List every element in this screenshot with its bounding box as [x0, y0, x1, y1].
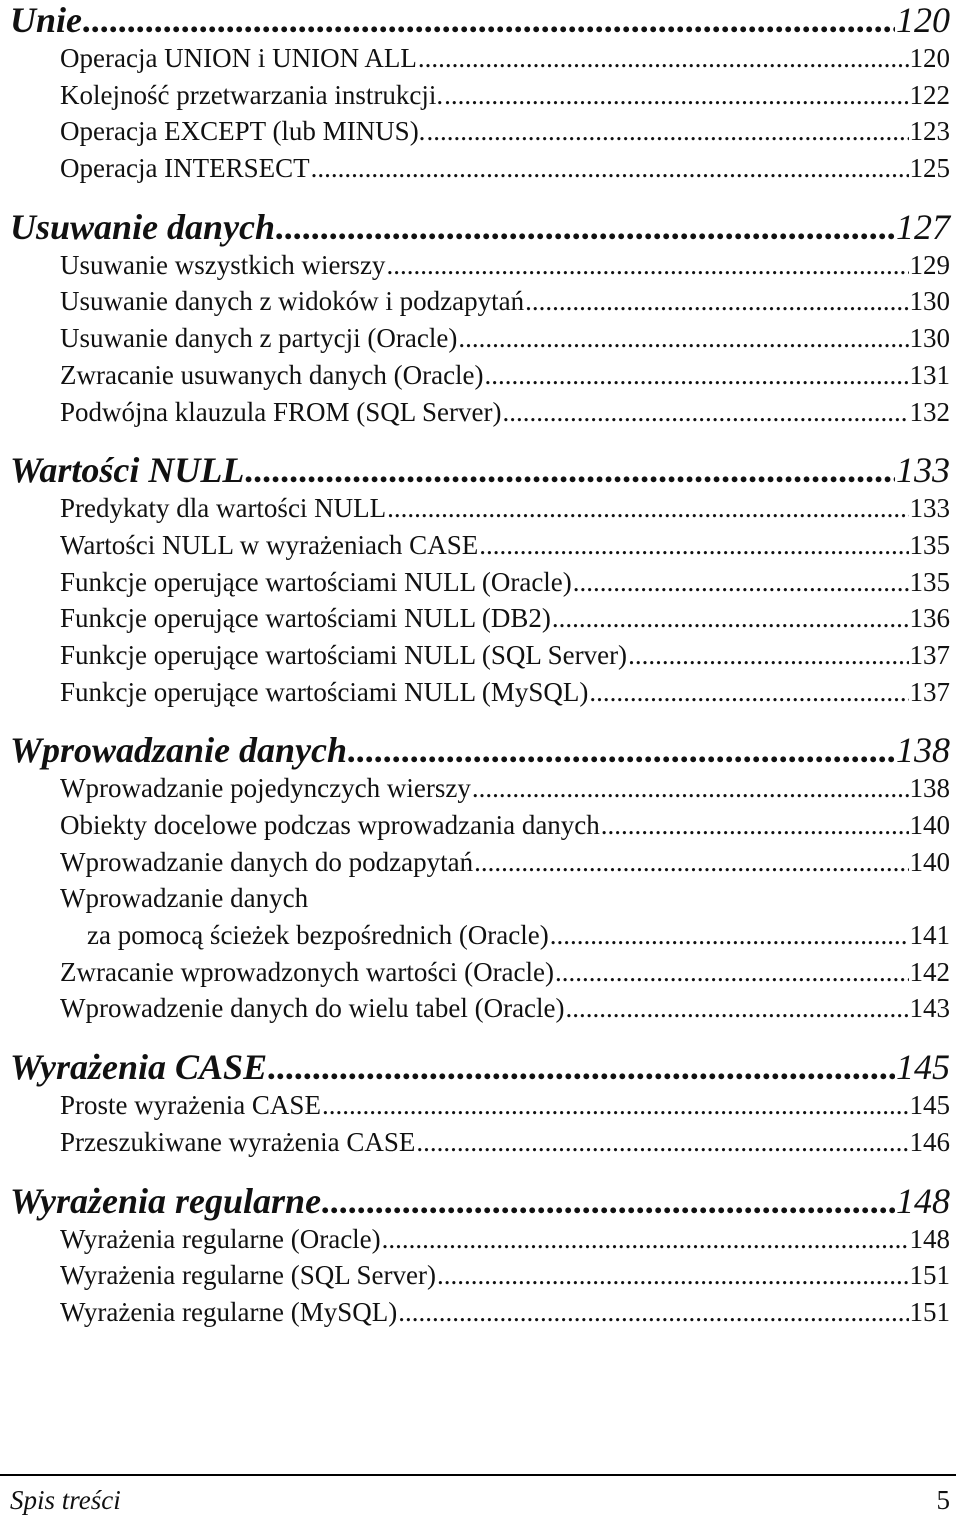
toc-entry[interactable] — [60, 527, 950, 564]
section-heading[interactable] — [10, 1047, 950, 1087]
entry-page-number: 140 — [909, 810, 950, 840]
entry-title: Obiekty docelowe podczas wprowadzania danych — [60, 810, 600, 840]
toc-section — [10, 1181, 950, 1331]
entry-title: Wprowadzanie danych do podzapytań — [60, 846, 474, 877]
toc-entry[interactable] — [60, 564, 950, 601]
entry-page-number: 130 — [909, 286, 950, 317]
dot-leader — [426, 113, 908, 150]
section-heading[interactable] — [10, 207, 950, 247]
dot-leader — [322, 1181, 895, 1221]
entry-title-continuation: za pomocą ścieżek bezpośrednich (Oracle) — [87, 920, 549, 951]
toc-entry[interactable] — [60, 637, 950, 674]
entry-title: Operacja EXCEPT (lub MINUS). — [60, 116, 426, 147]
dot-leader — [398, 1294, 908, 1331]
entry-page-number: 133 — [909, 493, 950, 524]
toc-entry[interactable] — [60, 320, 950, 357]
section-page-number: 148 — [896, 1180, 950, 1221]
dot-leader — [444, 77, 908, 114]
section-page-number: 120 — [896, 0, 950, 40]
entry-title: Kolejność przetwarzania instrukcji. — [60, 79, 444, 110]
section-heading[interactable] — [10, 1181, 950, 1221]
entry-title: Wyrażenia regularne (MySQL) — [60, 1296, 398, 1327]
section-title: Usuwanie danych — [10, 206, 276, 247]
dot-leader — [525, 283, 908, 320]
entry-page-number: 146 — [909, 1126, 950, 1157]
toc-section — [10, 0, 950, 187]
entry-page-number: 129 — [909, 249, 950, 280]
toc-entry[interactable] — [60, 1087, 950, 1124]
dot-leader — [276, 207, 895, 247]
dot-leader — [437, 1257, 909, 1294]
entry-title: Zwracanie usuwanych danych (Oracle) — [60, 359, 484, 390]
dot-leader — [348, 730, 895, 770]
entry-title: Wprowadzenie danych do wielu tabel (Oracle) — [60, 993, 565, 1024]
entry-title: Usuwanie danych z widoków i podzapytań — [60, 286, 525, 317]
entry-title: Operacja INTERSECT — [60, 153, 310, 184]
entry-title: Funkcje operujące wartościami NULL (MySQL) — [60, 676, 589, 707]
section-page-number: 133 — [896, 450, 950, 491]
dot-leader — [245, 450, 895, 490]
entry-title: Zwracanie wprowadzonych wartości (Oracle) — [60, 956, 555, 987]
toc-entry[interactable] — [60, 77, 950, 114]
entry-page-number: 138 — [909, 773, 950, 804]
toc-entry[interactable] — [60, 1257, 950, 1294]
section-spacer — [10, 1027, 950, 1047]
toc-section — [10, 450, 950, 710]
toc-entry[interactable] — [60, 1124, 950, 1161]
entry-page-number: 135 — [909, 566, 950, 597]
entry-page-number: 136 — [909, 603, 950, 634]
toc-entry[interactable] — [60, 113, 950, 150]
entry-title: Wartości NULL w wyrażeniach CASE — [60, 529, 479, 560]
section-heading[interactable] — [10, 730, 950, 770]
entry-page-number: 142 — [909, 956, 950, 987]
toc-section — [10, 1047, 950, 1160]
dot-leader — [458, 320, 908, 357]
entry-page-number: 132 — [909, 396, 950, 427]
section-spacer — [10, 1161, 950, 1181]
section-spacer — [10, 430, 950, 450]
toc-entry[interactable] — [60, 1221, 950, 1258]
section-page-number: 138 — [896, 730, 950, 771]
dot-leader — [416, 1124, 908, 1161]
section-heading[interactable] — [10, 0, 950, 40]
entry-page-number: 148 — [909, 1223, 950, 1254]
entry-title: Usuwanie danych z partycji (Oracle) — [60, 323, 458, 354]
page-footer — [0, 1474, 956, 1515]
entry-title: Operacja UNION i UNION ALL — [60, 43, 417, 73]
entry-page-number: 137 — [909, 639, 950, 670]
dot-leader — [322, 1087, 909, 1124]
entry-page-number: 141 — [909, 920, 950, 951]
dot-leader — [485, 357, 909, 394]
section-title: Wyrażenia regularne — [10, 1180, 322, 1221]
toc-section — [10, 730, 950, 1027]
dot-leader — [474, 844, 908, 881]
dot-leader — [472, 770, 909, 807]
dot-leader — [589, 674, 908, 711]
entry-page-number: 137 — [909, 676, 950, 707]
dot-leader — [502, 394, 908, 431]
toc-entry[interactable] — [60, 600, 950, 637]
footer-title: Spis treści — [10, 1485, 121, 1515]
entry-title: Wprowadzanie danych — [60, 883, 309, 914]
dot-leader — [386, 247, 908, 284]
entry-page-number: 122 — [909, 79, 950, 110]
entry-page-number: 131 — [909, 359, 950, 390]
toc-entry[interactable] — [60, 247, 950, 284]
toc-section — [10, 207, 950, 430]
dot-leader — [387, 490, 908, 527]
toc-entry[interactable] — [60, 394, 950, 431]
toc-entry-continuation[interactable] — [87, 917, 950, 954]
entry-title: Wyrażenia regularne (Oracle) — [60, 1223, 381, 1254]
toc-entry[interactable] — [60, 357, 950, 394]
dot-leader — [311, 150, 909, 187]
section-page-number: 127 — [896, 206, 950, 247]
table-of-contents — [10, 0, 950, 1331]
dot-leader — [550, 917, 909, 954]
toc-entry[interactable] — [60, 990, 950, 1027]
dot-leader — [83, 0, 895, 40]
entry-title: Wprowadzanie pojedynczych wierszy — [60, 773, 471, 804]
entry-title: Funkcje operujące wartościami NULL (DB2) — [60, 603, 551, 634]
entry-title: Proste wyrażenia CASE — [60, 1090, 321, 1121]
entry-page-number: 125 — [909, 153, 950, 184]
toc-entry[interactable] — [60, 150, 950, 187]
entry-page-number: 120 — [909, 43, 950, 73]
toc-entry[interactable] — [60, 807, 950, 844]
dot-leader — [601, 807, 909, 844]
entry-page-number: 145 — [909, 1090, 950, 1121]
dot-leader — [268, 1047, 895, 1087]
toc-entry[interactable] — [60, 844, 950, 881]
toc-entry[interactable] — [60, 770, 950, 807]
dot-leader — [555, 954, 908, 991]
section-heading[interactable] — [10, 450, 950, 490]
entry-title: Usuwanie wszystkich wierszy — [60, 249, 386, 280]
toc-entry[interactable] — [60, 1294, 950, 1331]
section-title: Wyrażenia CASE — [10, 1047, 268, 1088]
dot-leader — [573, 564, 909, 601]
dot-leader — [382, 1221, 909, 1258]
entry-page-number: 143 — [909, 993, 950, 1024]
entry-page-number: 123 — [909, 116, 950, 147]
dot-leader — [628, 637, 908, 674]
dot-leader — [552, 600, 909, 637]
entry-title: Funkcje operujące wartościami NULL (Oracle) — [60, 566, 572, 597]
entry-title: Podwójna klauzula FROM (SQL Server) — [60, 396, 502, 427]
entry-title: Funkcje operujące wartościami NULL (SQL Server) — [60, 639, 628, 670]
toc-entry[interactable] — [60, 490, 950, 527]
toc-entry[interactable] — [60, 283, 950, 320]
section-spacer — [10, 710, 950, 730]
toc-entry[interactable] — [60, 40, 950, 77]
dot-leader — [566, 990, 909, 1027]
entry-title: Wyrażenia regularne (SQL Server) — [60, 1260, 436, 1291]
toc-entry-first-line[interactable] — [60, 880, 950, 917]
toc-entry[interactable] — [60, 674, 950, 711]
entry-page-number: 151 — [909, 1260, 950, 1291]
dot-leader — [479, 527, 908, 564]
entry-title: Predykaty dla wartości NULL — [60, 493, 387, 524]
entry-title: Przeszukiwane wyrażenia CASE — [60, 1126, 416, 1157]
footer-page-number: 5 — [936, 1485, 950, 1515]
section-title: Wartości NULL — [10, 450, 245, 491]
toc-entry[interactable] — [60, 954, 950, 991]
section-spacer — [10, 187, 950, 207]
entry-page-number: 151 — [909, 1296, 950, 1327]
entry-page-number: 140 — [909, 846, 950, 877]
section-title: Wprowadzanie danych — [10, 730, 348, 771]
section-page-number: 145 — [896, 1047, 950, 1088]
section-title: Unie — [10, 0, 82, 40]
dot-leader — [418, 40, 909, 77]
entry-page-number: 130 — [909, 323, 950, 354]
entry-page-number: 135 — [909, 529, 950, 560]
